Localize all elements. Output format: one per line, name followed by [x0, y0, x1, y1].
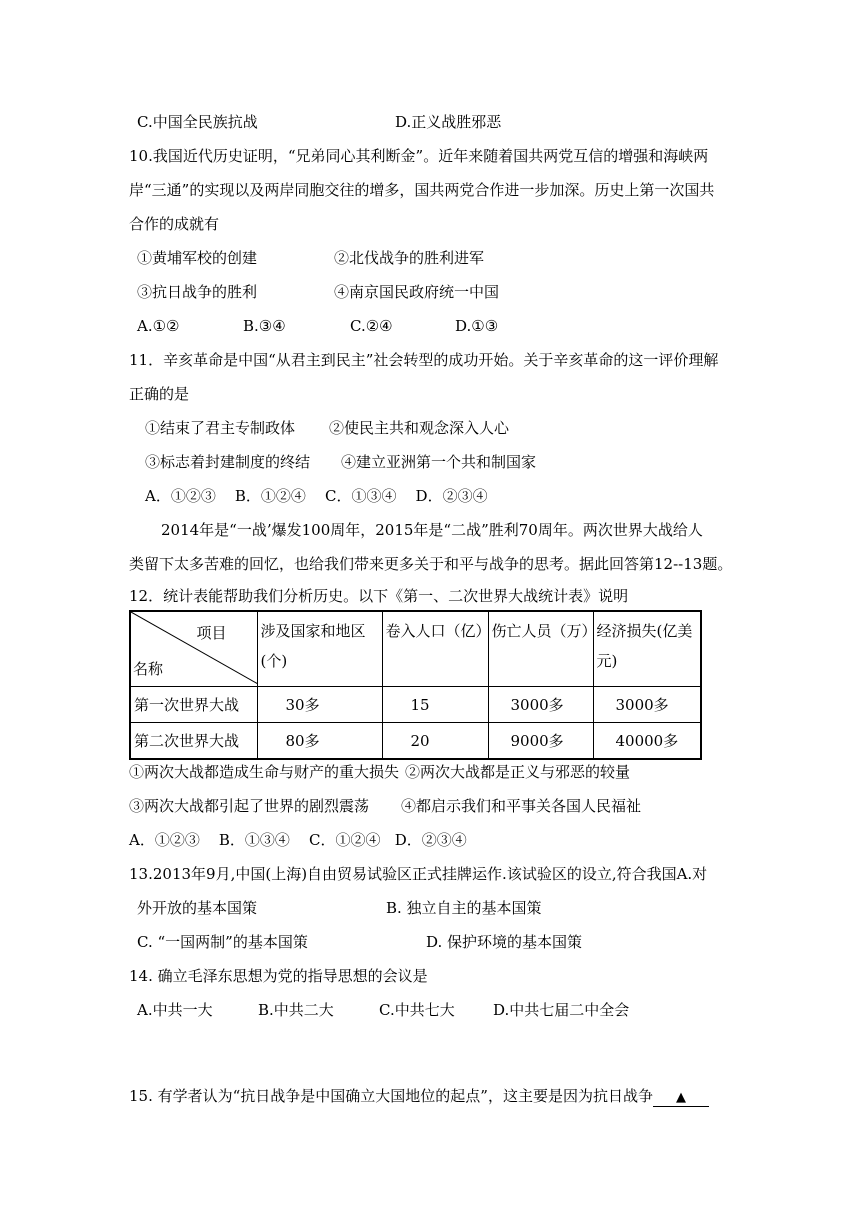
q12-options: A．①②③ B．①③④ C．①②④ D．②③④	[129, 831, 467, 849]
q11-options: A．①②③ B．①②④ C．①③④ D．②③④	[145, 487, 488, 505]
q12-stem: 12．统计表能帮助我们分析历史。以下《第一、二次世界大战统计表》说明	[129, 587, 629, 605]
q12-statement-1: ①两次大战都造成生命与财产的重大损失	[129, 763, 400, 781]
q10-stem-line2: 岸“三通”的实现以及两岸同胞交往的增多，国共两党合作进一步加深。历史上第一次国共	[129, 181, 715, 199]
q14-option-a: A.中共一大	[137, 1001, 213, 1019]
q14-option-d: D.中共七届二中全会	[493, 1001, 630, 1019]
q12-statement-3: ③两次大战都引起了世界的剧烈震荡	[129, 797, 370, 815]
table-header-cell: 涉及国家和地区(个)	[257, 611, 382, 687]
q14-option-c: C.中共七大	[379, 1001, 455, 1019]
q9-option-c: C.中国全民族抗战	[137, 113, 258, 131]
table-cell: 第二次世界大战	[130, 723, 257, 760]
table-header-row	[130, 611, 701, 687]
q13-option-a-cont: 外开放的基本国策	[137, 899, 258, 917]
war-statistics-table	[129, 610, 702, 760]
q10-stem-line1: 10.我国近代历史证明，“兄弟同心其利断金”。近年来随着国共两党互信的增强和海峡两	[129, 147, 709, 165]
q10-item-3: ③抗日战争的胜利	[137, 283, 258, 301]
intro-line1: 2014年是“一战’爆发100周年，2015年是“二战”胜利70周年。两次世界大战给人	[161, 521, 703, 539]
table-cell: 15	[382, 687, 488, 723]
q9-option-d: D.正义战胜邪恶	[395, 113, 502, 131]
corner-label-name: 名称	[133, 660, 164, 678]
table-cell: 20	[382, 723, 488, 760]
q10-item-2: ②北伐战争的胜利进军	[334, 249, 485, 267]
table-header-cell: 卷入人口（亿）	[382, 611, 488, 687]
table-header-cell: 伤亡人员（万）	[488, 611, 593, 687]
table-cell: 40000多	[593, 723, 701, 760]
table-cell: 3000多	[488, 687, 593, 723]
q10-item-4: ④南京国民政府统一中国	[334, 283, 500, 301]
q11-stem-line1: 11．辛亥革命是中国“从君主到民主”社会转型的成功开始。关于辛亥革命的这一评价理解	[129, 351, 719, 369]
q10-option-a: A.①②	[137, 317, 180, 335]
table-cell: 3000多	[593, 687, 701, 723]
q13-stem-line1: 13.2013年9月,中国(上海)自由贸易试验区正式挂牌运作.该试验区的设立,符合我国A.对	[129, 865, 708, 883]
q13-option-d: D. 保护环境的基本国策	[426, 933, 583, 951]
q10-option-c: C.②④	[350, 317, 393, 335]
q15-stem-text: 15. 有学者认为“抗日战争是中国确立大国地位的起点”，这主要是因为抗日战争	[129, 1087, 653, 1105]
q10-option-b: B.③④	[243, 317, 286, 335]
table-row	[130, 687, 701, 723]
q13-option-b: B. 独立自主的基本国策	[386, 899, 542, 917]
q11-stem-line2: 正确的是	[129, 385, 190, 403]
q11-item-2: ②使民主共和观念深入人心	[329, 419, 510, 437]
q10-item-1: ①黄埔军校的创建	[137, 249, 258, 267]
intro-line2: 类留下太多苦难的回忆，也给我们带来更多关于和平与战争的思考。据此回答第12--13题。	[129, 555, 733, 573]
q15-stem	[129, 1086, 709, 1107]
q10-stem-line3: 合作的成就有	[129, 215, 220, 233]
table-corner-cell	[130, 611, 257, 687]
q11-item-3: ③标志着封建制度的终结	[145, 453, 311, 471]
q12-statement-4: ④都启示我们和平事关各国人民福祉	[401, 797, 642, 815]
table-cell: 第一次世界大战	[130, 687, 257, 723]
table-row	[130, 723, 701, 760]
corner-label-item: 项目	[196, 624, 227, 642]
table-cell: 80多	[257, 723, 382, 760]
q11-item-4: ④建立亚洲第一个共和制国家	[341, 453, 537, 471]
q12-statement-2: ②两次大战都是正义与邪恶的较量	[405, 763, 631, 781]
q13-option-c: C. “一国两制”的基本国策	[137, 933, 308, 951]
q10-option-d: D.①③	[455, 317, 499, 335]
table-header-cell: 经济损失(亿美元)	[593, 611, 701, 687]
q11-item-1: ①结束了君主专制政体	[145, 419, 296, 437]
q14-option-b: B.中共二大	[258, 1001, 334, 1019]
table-cell: 30多	[257, 687, 382, 723]
answer-blank[interactable]: ▲	[653, 1090, 709, 1107]
table-cell: 9000多	[488, 723, 593, 760]
q14-stem: 14. 确立毛泽东思想为党的指导思想的会议是	[129, 967, 428, 985]
